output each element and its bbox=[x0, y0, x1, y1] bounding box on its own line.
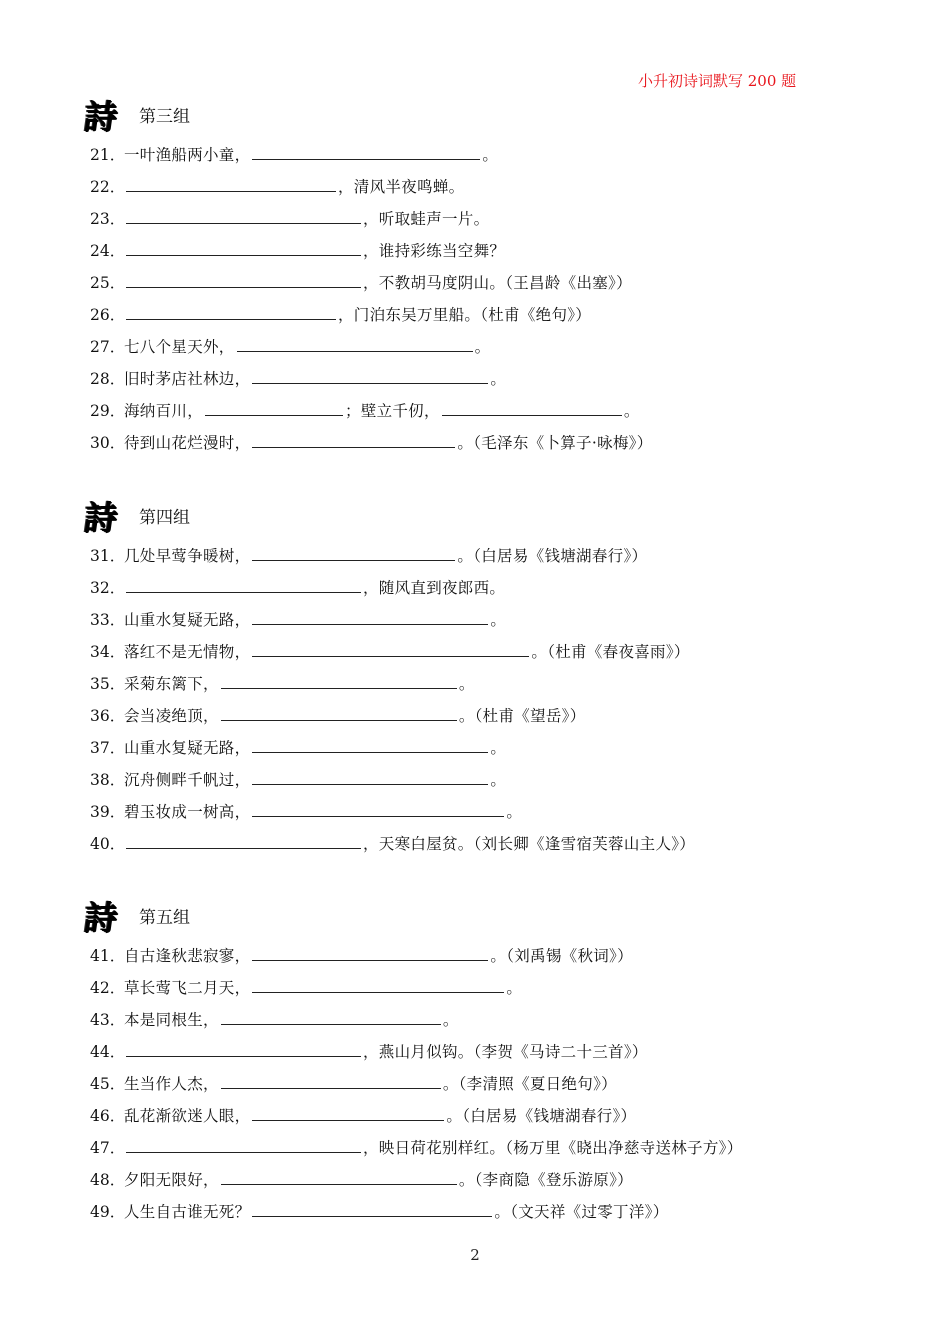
header-title: 小升初诗词默写 200 题 bbox=[638, 72, 797, 90]
question-item bbox=[82, 672, 902, 704]
question-text: ，随风直到夜郎西。 bbox=[363, 579, 506, 597]
question-text: ，映日荷花别样红。（杨万里《晓出净慈寺送林子方》） bbox=[363, 1139, 743, 1157]
question-text: 山重水复疑无路， bbox=[124, 739, 251, 757]
poem-icon: 詩 bbox=[81, 897, 120, 937]
question-text: ，谁持彩练当空舞？ bbox=[363, 242, 506, 260]
question-text: 草长莺飞二月天， bbox=[124, 979, 251, 997]
question-text: 会当凌绝顶， bbox=[124, 707, 219, 725]
question-text: 采菊东篱下， bbox=[124, 675, 219, 693]
question-item bbox=[82, 1072, 902, 1104]
answer-blank[interactable] bbox=[221, 1074, 441, 1089]
question-item bbox=[82, 335, 902, 367]
answer-blank[interactable] bbox=[252, 433, 455, 448]
question-item bbox=[82, 1200, 902, 1232]
question-number: 47． bbox=[90, 1139, 126, 1157]
answer-blank[interactable] bbox=[252, 770, 488, 785]
group-4 bbox=[82, 493, 902, 864]
answer-blank[interactable] bbox=[126, 305, 336, 320]
question-list bbox=[82, 544, 902, 864]
question-number: 32． bbox=[90, 579, 126, 597]
question-text: 乱花渐欲迷人眼， bbox=[124, 1107, 251, 1125]
question-number: 38． bbox=[90, 771, 126, 789]
question-number: 40． bbox=[90, 835, 126, 853]
question-number: 35． bbox=[90, 675, 126, 693]
question-text: 。（文天祥《过零丁洋》） bbox=[494, 1203, 669, 1221]
group-header bbox=[82, 92, 902, 136]
question-number: 44． bbox=[90, 1043, 126, 1061]
question-item bbox=[82, 736, 902, 768]
question-number: 33． bbox=[90, 611, 126, 629]
group-title: 第三组 bbox=[139, 106, 190, 127]
question-text: 。 bbox=[506, 803, 523, 821]
question-item bbox=[82, 768, 902, 800]
question-item bbox=[82, 303, 902, 335]
question-number: 45． bbox=[90, 1075, 126, 1093]
question-item bbox=[82, 1008, 902, 1040]
group-3 bbox=[82, 92, 902, 463]
question-text: 。（杜甫《春夜喜雨》） bbox=[531, 643, 690, 661]
question-text: 待到山花烂漫时， bbox=[124, 434, 251, 452]
question-text: 。（白居易《钱塘湖春行》） bbox=[457, 547, 648, 565]
answer-blank[interactable] bbox=[221, 706, 457, 721]
answer-blank[interactable] bbox=[126, 1042, 361, 1057]
question-number: 37． bbox=[90, 739, 126, 757]
question-text: ，不教胡马度阴山。（王昌龄《出塞》） bbox=[363, 274, 632, 292]
question-item bbox=[82, 1136, 902, 1168]
question-item bbox=[82, 944, 902, 976]
group-title: 第五组 bbox=[139, 907, 190, 928]
question-text: 本是同根生， bbox=[124, 1011, 219, 1029]
question-text: 沉舟侧畔千帆过， bbox=[124, 771, 251, 789]
question-text: 山重水复疑无路， bbox=[124, 611, 251, 629]
question-number: 25． bbox=[90, 274, 126, 292]
answer-blank[interactable] bbox=[252, 738, 488, 753]
question-item bbox=[82, 271, 902, 303]
poem-icon: 詩 bbox=[81, 96, 120, 136]
answer-blank[interactable] bbox=[221, 674, 457, 689]
question-item bbox=[82, 976, 902, 1008]
question-item bbox=[82, 1104, 902, 1136]
question-number: 49． bbox=[90, 1203, 126, 1221]
answer-blank[interactable] bbox=[252, 802, 504, 817]
answer-blank[interactable] bbox=[252, 642, 529, 657]
group-title: 第四组 bbox=[139, 507, 190, 528]
question-item bbox=[82, 207, 902, 239]
question-text: 生当作人杰， bbox=[124, 1075, 219, 1093]
question-item bbox=[82, 640, 902, 672]
answer-blank[interactable] bbox=[126, 177, 336, 192]
question-text: 碧玉妆成一树高， bbox=[124, 803, 251, 821]
question-item bbox=[82, 1168, 902, 1200]
answer-blank[interactable] bbox=[252, 1202, 492, 1217]
question-number: 48． bbox=[90, 1171, 126, 1189]
question-text: ，天寒白屋贫。（刘长卿《逢雪宿芙蓉山主人》） bbox=[363, 835, 696, 853]
group-5 bbox=[82, 893, 902, 1232]
answer-blank[interactable] bbox=[221, 1010, 441, 1025]
question-text: ，燕山月似钩。（李贺《马诗二十三首》） bbox=[363, 1043, 648, 1061]
question-text: 。 bbox=[490, 771, 507, 789]
question-text: 。（刘禹锡《秋词》） bbox=[490, 947, 633, 965]
answer-blank[interactable] bbox=[252, 946, 488, 961]
answer-blank[interactable] bbox=[252, 978, 504, 993]
question-text: 。 bbox=[623, 402, 640, 420]
question-item bbox=[82, 576, 902, 608]
question-text: ，门泊东吴万里船。（杜甫《绝句》） bbox=[338, 306, 592, 324]
question-number: 39． bbox=[90, 803, 126, 821]
question-list bbox=[82, 143, 902, 463]
answer-blank[interactable] bbox=[205, 401, 343, 416]
question-number: 30． bbox=[90, 434, 126, 452]
question-text: 。 bbox=[506, 979, 523, 997]
answer-blank[interactable] bbox=[237, 337, 473, 352]
question-text: 自古逢秋悲寂寥， bbox=[124, 947, 251, 965]
question-item bbox=[82, 399, 902, 431]
question-text: 。 bbox=[458, 675, 475, 693]
question-text: 。（李商隐《登乐游原》） bbox=[458, 1171, 633, 1189]
question-text: 。（白居易《钱塘湖春行》） bbox=[446, 1107, 637, 1125]
question-item bbox=[82, 544, 902, 576]
group-header bbox=[82, 493, 902, 537]
question-text: ，听取蛙声一片。 bbox=[363, 210, 490, 228]
poem-icon: 詩 bbox=[81, 497, 120, 537]
question-number: 26． bbox=[90, 306, 126, 324]
answer-blank[interactable] bbox=[126, 209, 361, 224]
question-item bbox=[82, 608, 902, 640]
question-text: 几处早莺争暖树， bbox=[124, 547, 251, 565]
page-number: 2 bbox=[470, 1246, 480, 1264]
question-number: 46． bbox=[90, 1107, 126, 1125]
question-text: ；壁立千仞， bbox=[345, 402, 440, 420]
question-item bbox=[82, 143, 902, 175]
question-text: 。 bbox=[482, 146, 499, 164]
question-list bbox=[82, 944, 902, 1232]
question-text: 。 bbox=[490, 611, 507, 629]
question-number: 23． bbox=[90, 210, 126, 228]
question-item bbox=[82, 367, 902, 399]
answer-blank[interactable] bbox=[126, 241, 361, 256]
answer-blank[interactable] bbox=[252, 145, 480, 160]
question-number: 43． bbox=[90, 1011, 126, 1029]
question-text: 。 bbox=[474, 338, 491, 356]
answer-blank[interactable] bbox=[221, 1170, 457, 1185]
answer-blank[interactable] bbox=[126, 273, 361, 288]
question-number: 31． bbox=[90, 547, 126, 565]
question-item bbox=[82, 832, 902, 864]
question-text: 。 bbox=[490, 370, 507, 388]
answer-blank[interactable] bbox=[252, 546, 455, 561]
question-number: 29． bbox=[90, 402, 126, 420]
question-text: 。（毛泽东《卜算子·咏梅》） bbox=[457, 434, 653, 452]
question-item bbox=[82, 175, 902, 207]
question-number: 41． bbox=[90, 947, 126, 965]
answer-blank[interactable] bbox=[126, 578, 361, 593]
question-number: 36． bbox=[90, 707, 126, 725]
question-text: 。（杜甫《望岳》） bbox=[458, 707, 586, 725]
answer-blank[interactable] bbox=[252, 610, 488, 625]
answer-blank[interactable] bbox=[126, 834, 361, 849]
question-number: 24． bbox=[90, 242, 126, 260]
question-number: 28． bbox=[90, 370, 126, 388]
answer-blank[interactable] bbox=[252, 369, 488, 384]
question-text: 一叶渔船两小童， bbox=[124, 146, 251, 164]
question-text: ，清风半夜鸣蝉。 bbox=[338, 178, 465, 196]
question-item bbox=[82, 1040, 902, 1072]
question-item bbox=[82, 800, 902, 832]
question-number: 21． bbox=[90, 146, 126, 164]
question-number: 42． bbox=[90, 979, 126, 997]
group-header bbox=[82, 893, 902, 937]
question-text: 人生自古谁无死？ bbox=[124, 1203, 251, 1221]
question-number: 34． bbox=[90, 643, 126, 661]
question-text: 七八个星天外， bbox=[124, 338, 235, 356]
answer-blank[interactable] bbox=[126, 1138, 361, 1153]
question-item bbox=[82, 704, 902, 736]
question-item bbox=[82, 431, 902, 463]
answer-blank[interactable] bbox=[442, 401, 622, 416]
question-number: 27． bbox=[90, 338, 126, 356]
question-text: 。 bbox=[490, 739, 507, 757]
question-number: 22． bbox=[90, 178, 126, 196]
question-text: 。（李清照《夏日绝句》） bbox=[442, 1075, 617, 1093]
question-text: 夕阳无限好， bbox=[124, 1171, 219, 1189]
question-text: 落红不是无情物， bbox=[124, 643, 251, 661]
answer-blank[interactable] bbox=[252, 1106, 444, 1121]
question-item bbox=[82, 239, 902, 271]
question-text: 。 bbox=[442, 1011, 459, 1029]
question-text: 旧时茅店社林边， bbox=[124, 370, 251, 388]
question-text: 海纳百川， bbox=[124, 402, 204, 420]
